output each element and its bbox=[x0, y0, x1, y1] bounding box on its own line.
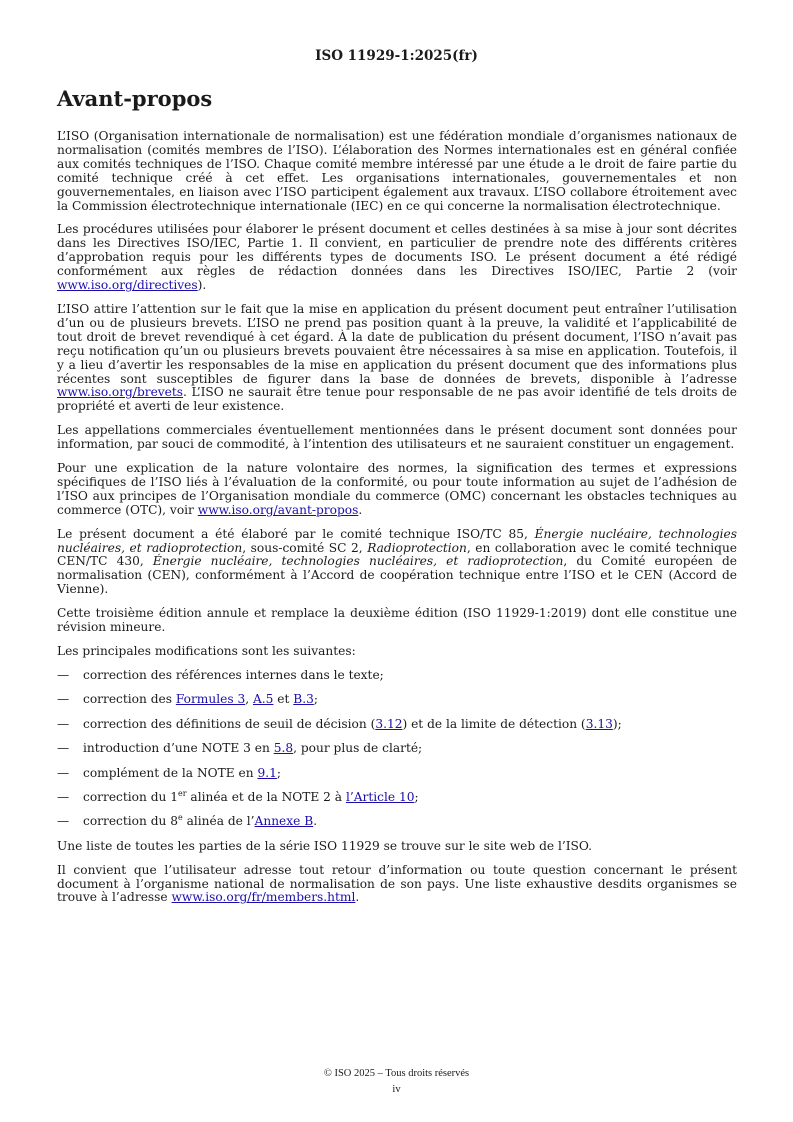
link-directives[interactable]: www.iso.org/directives bbox=[57, 278, 198, 293]
list-item: — correction du 1er alinéa et de la NOTE 2 à l’Article 10; bbox=[57, 788, 419, 804]
paragraph-directives: Les procédures utilisées pour élaborer le présent document et celles destinées à sa mise à jour sont décrites dans les Directives ISO/IEC, Partie 1. Il convient, en particulier de prendre note des différents critères d’approbation requis pour les différents types de documents ISO. Le présent document a été rédigé conformément aux règles de rédaction données dans les Directives ISO/IEC, Partie 2 (voir www.iso.org/directives). bbox=[57, 222, 737, 293]
link-5-8[interactable]: 5.8 bbox=[273, 741, 294, 756]
link-9-1[interactable]: 9.1 bbox=[257, 765, 277, 780]
list-item: — complément de la NOTE en 9.1; bbox=[57, 765, 281, 780]
link-annexe-b[interactable]: Annexe B bbox=[254, 814, 314, 829]
page-title: Avant-propos bbox=[57, 86, 213, 111]
link-b3[interactable]: B.3 bbox=[293, 692, 314, 707]
paragraph-series: Une liste de toutes les parties de la série ISO 11929 se trouve sur le site web de l’ISO. bbox=[57, 838, 593, 853]
document-header: ISO 11929-1:2025(fr) bbox=[315, 48, 478, 64]
paragraph-voluntary: Pour une explication de la nature volontaire des normes, la signification des termes et expressions spécifiques de l’ISO liés à l’évaluation de la conformité, ou pour toute information au sujet de l’adhésion de l’ISO aux principes de l’Organisation mondiale du commerce (OMC) concernant les obstacles techniques au commerce (OTC), voir www.iso.org/avant-propos. bbox=[57, 461, 737, 517]
list-item: — correction des Formules 3, A.5 et B.3; bbox=[57, 692, 318, 707]
paragraph-patents: L’ISO attire l’attention sur le fait que la mise en application du présent document peut entraîner l’utilisation d’un ou de plusieurs brevets. L’ISO ne prend pas position quant à la preuve, la validité et l’applicabilité de tout droit de brevet revendiqué à cet égard. À la date de publication du présent document, l’ISO n’avait pas reçu notification qu’un ou plusieurs brevets pouvaient être nécessaires à sa mise en application. Toutefois, il y a lieu d’avertir les responsables de la mise en application du présent document que des informations plus récentes sont susceptibles de figurer dans la base de données de brevets, disponible à l’adresse www.iso.org/brevets. L’ISO ne saurait être tenue pour responsable de ne pas avoir identifié de tels droits de propriété et averti de leur existence. bbox=[57, 301, 737, 414]
paragraph-committee: Le présent document a été élaboré par le comité technique ISO/TC 85, Énergie nucléaire, technologies nucléaires, et radioprotection, sous-comité SC 2, Radioprotection, en collaboration avec le comité technique CEN/TC 430, Énergie nucléaire, technologies nucléaires, et radioprotection, du Comité européen de normalisation (CEN), conformément à l’Accord de coopération technique entre l’ISO et le CEN (Accord de Vienne). bbox=[57, 526, 738, 597]
page-footer bbox=[0, 1066, 793, 1098]
changes-list bbox=[57, 669, 737, 829]
page-number: iv bbox=[392, 1084, 401, 1095]
link-a5[interactable]: A.5 bbox=[252, 692, 274, 707]
paragraph-edition: Cette troisième édition annule et remplace la deuxième édition (ISO 11929-1:2019) dont elle constitue une révision mineure. bbox=[57, 606, 737, 635]
copyright-notice: © ISO 2025 – Tous droits réservés bbox=[323, 1068, 470, 1079]
link-members[interactable]: www.iso.org/fr/members.html bbox=[171, 890, 356, 905]
link-article-10[interactable]: l’Article 10 bbox=[345, 789, 415, 804]
link-3-13[interactable]: 3.13 bbox=[585, 716, 613, 731]
list-item: — correction des définitions de seuil de décision (3.12) et de la limite de détection (3.13); bbox=[57, 716, 622, 731]
foreword-body bbox=[57, 130, 737, 915]
link-brevets[interactable]: www.iso.org/brevets bbox=[57, 385, 184, 400]
list-item: — correction des références internes dans le texte; bbox=[57, 667, 384, 682]
list-item: — correction du 8e alinéa de l’Annexe B. bbox=[57, 813, 318, 829]
paragraph-trade-names: Les appellations commerciales éventuellement mentionnées dans le présent document sont données pour information, par souci de commodité, à l’intention des utilisateurs et ne sauraient constituer un engagement. bbox=[57, 423, 737, 452]
list-item: — introduction d’une NOTE 3 en 5.8, pour plus de clarté; bbox=[57, 741, 423, 756]
link-avant-propos[interactable]: www.iso.org/avant-propos bbox=[197, 502, 359, 517]
paragraph-changes-intro: Les principales modifications sont les suivantes: bbox=[57, 644, 356, 658]
link-formules-3[interactable]: Formules 3 bbox=[175, 692, 246, 707]
link-3-12[interactable]: 3.12 bbox=[375, 716, 403, 731]
paragraph-iso-intro: L’ISO (Organisation internationale de normalisation) est une fédération mondiale d’organismes nationaux de normalisation (comités membres de l’ISO). L’élaboration des Normes internationales est en général confiée aux comités techniques de l’ISO. Chaque comité membre intéressé par une étude a le droit de faire partie du comité technique créé à cet effet. Les organisations internationales, gouvernementales et non gouvernementales, en liaison avec l’ISO participent également aux travaux. L’ISO collabore étroitement avec la Commission électrotechnique internationale (IEC) en ce qui concerne la normalisation électrotechnique. bbox=[57, 129, 737, 213]
paragraph-feedback: Il convient que l’utilisateur adresse tout retour d’information ou toute question concernant le présent document à l’organisme national de normalisation de son pays. Une liste exhaustive desdits organismes se trouve à l’adresse www.iso.org/fr/members.html. bbox=[57, 862, 737, 905]
